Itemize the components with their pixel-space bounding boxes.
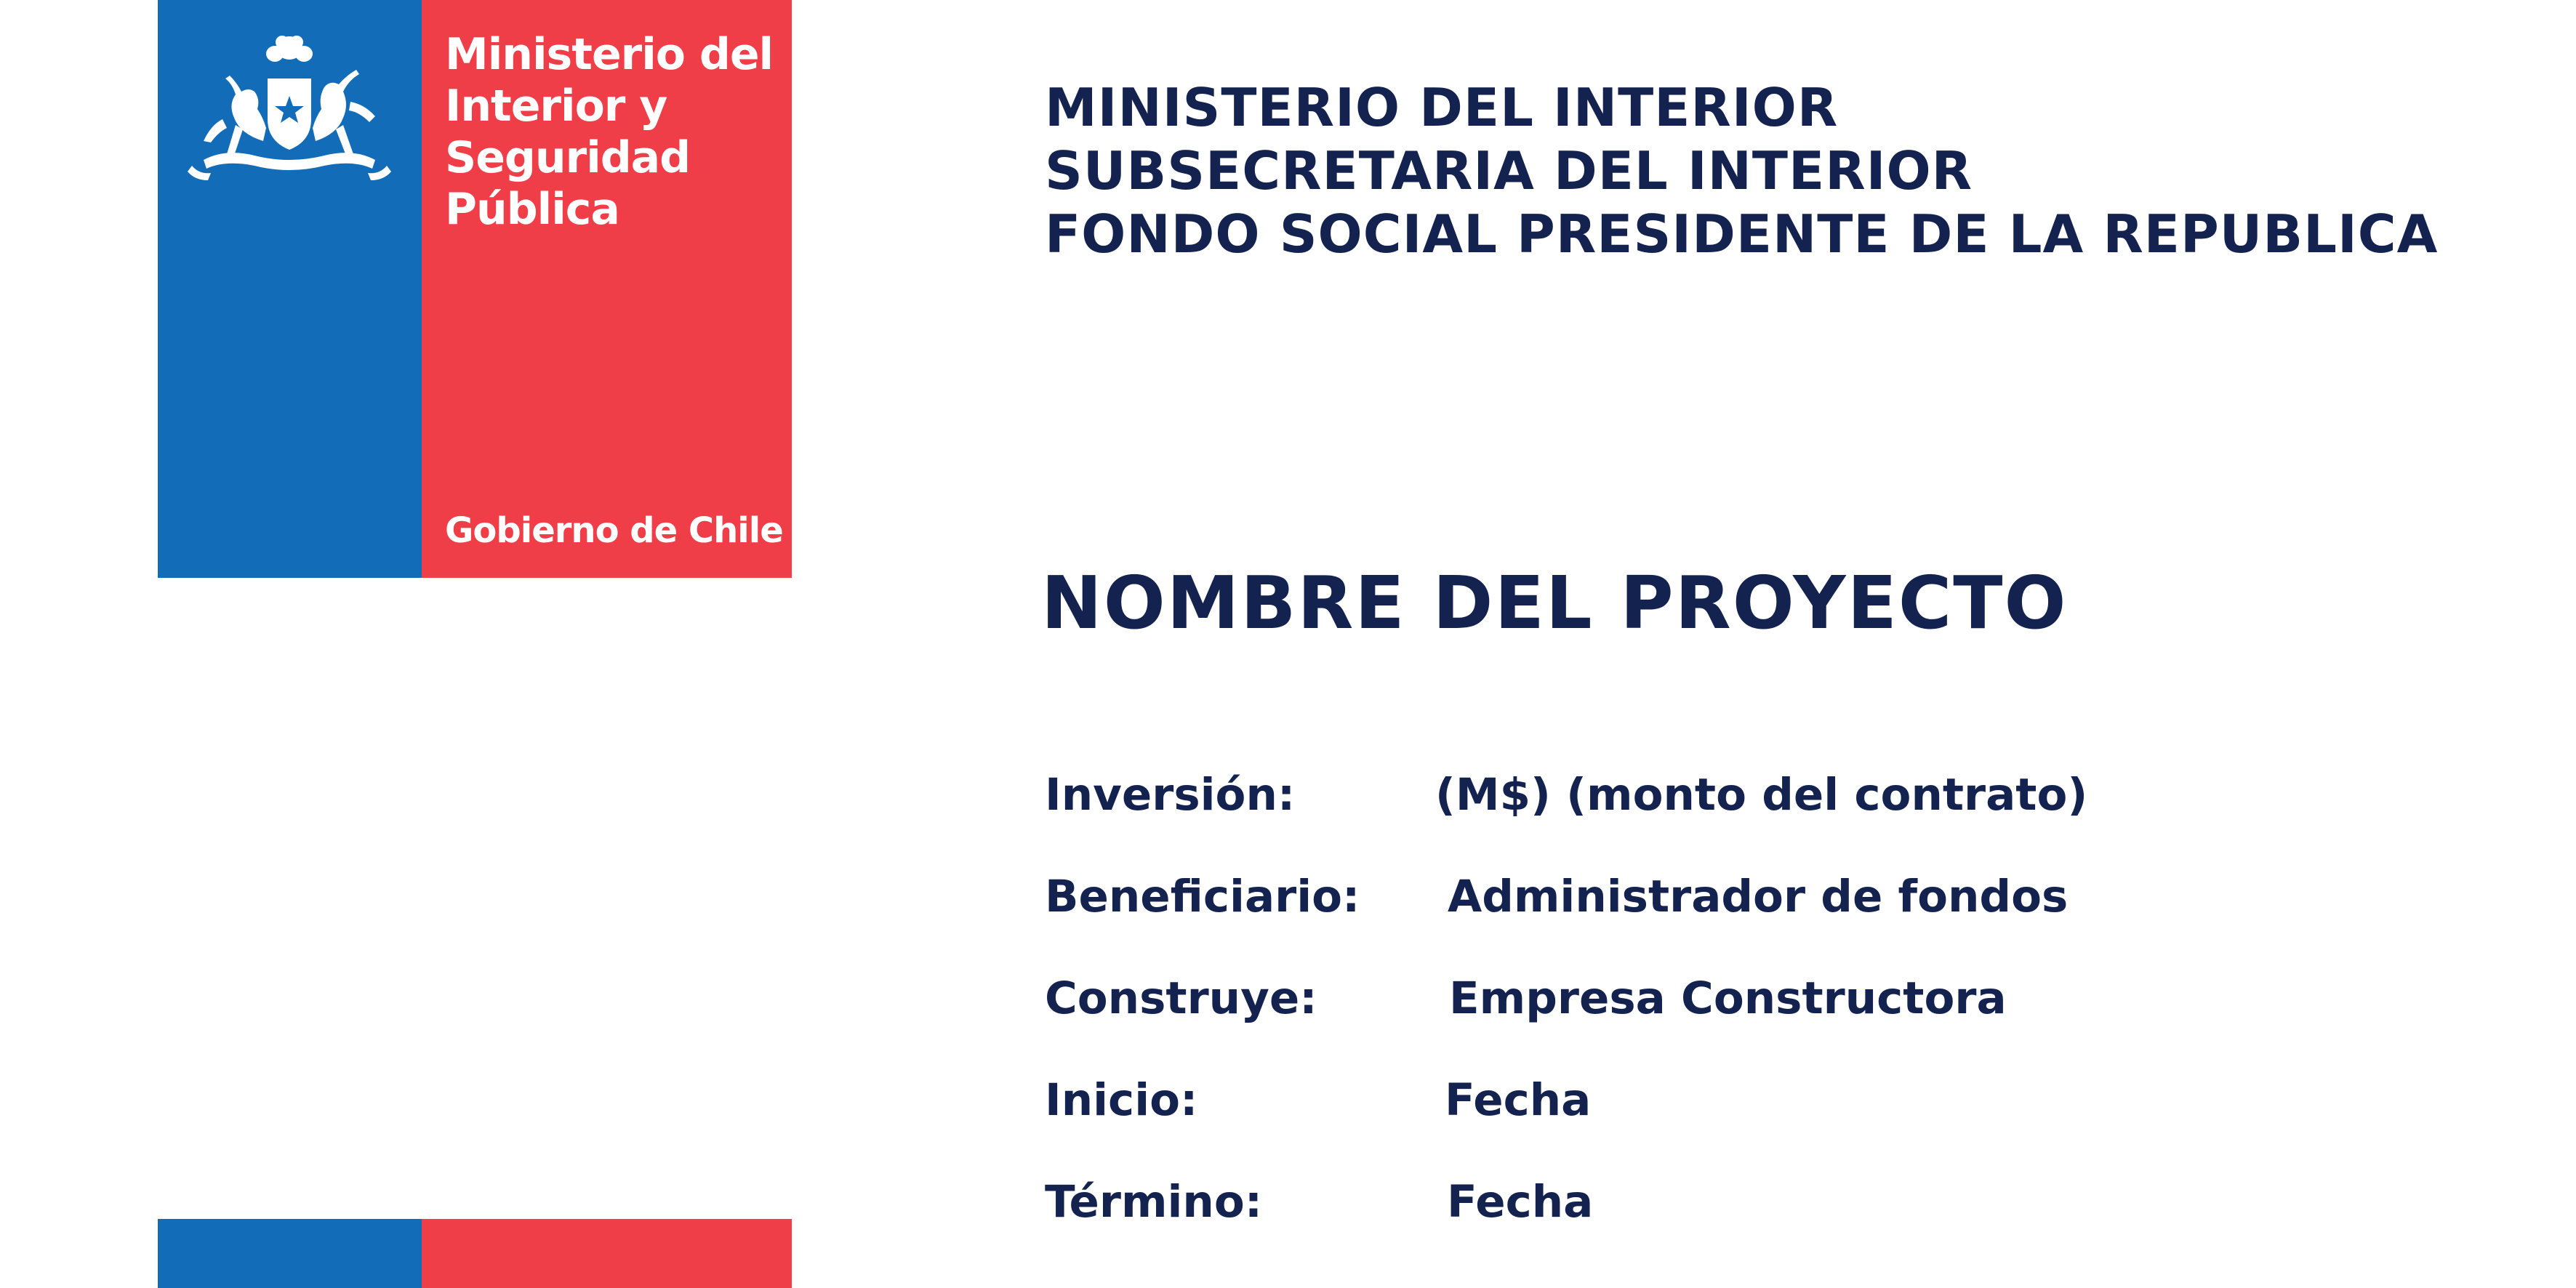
start-label: Inicio: xyxy=(1045,1074,1198,1126)
ministry-name-line: Interior y xyxy=(445,81,667,132)
end-value: Fecha xyxy=(1447,1176,1594,1228)
header-block xyxy=(1045,76,2438,266)
footer-blue-bar xyxy=(158,1219,422,1288)
header-ministry: MINISTERIO DEL INTERIOR xyxy=(1045,77,1839,138)
builder-value: Empresa Constructora xyxy=(1449,973,2007,1024)
beneficiary-label: Beneficiario: xyxy=(1045,871,1360,922)
header-fund: FONDO SOCIAL PRESIDENTE DE LA REPUBLICA xyxy=(1045,204,2439,265)
beneficiary-value: Administrador de fondos xyxy=(1448,871,2069,922)
investment-value: (M$) (monto del contrato) xyxy=(1435,769,2088,821)
ministry-name-line: Pública xyxy=(445,184,619,235)
ministry-name xyxy=(445,29,787,236)
investment-label: Inversión: xyxy=(1045,769,1296,821)
end-label: Término: xyxy=(1045,1176,1263,1228)
start-value: Fecha xyxy=(1445,1074,1592,1126)
project-title: NOMBRE DEL PROYECTO xyxy=(1041,560,2068,645)
footer-red-bar xyxy=(422,1219,792,1288)
builder-label: Construye: xyxy=(1045,973,1317,1024)
ministry-name-line: Ministerio del xyxy=(445,29,774,80)
header-subsecretary: SUBSECRETARIA DEL INTERIOR xyxy=(1045,140,1973,201)
ministry-name-line: Seguridad xyxy=(445,132,691,183)
government-name: Gobierno de Chile xyxy=(445,510,783,551)
chile-coat-of-arms-icon xyxy=(182,32,397,192)
